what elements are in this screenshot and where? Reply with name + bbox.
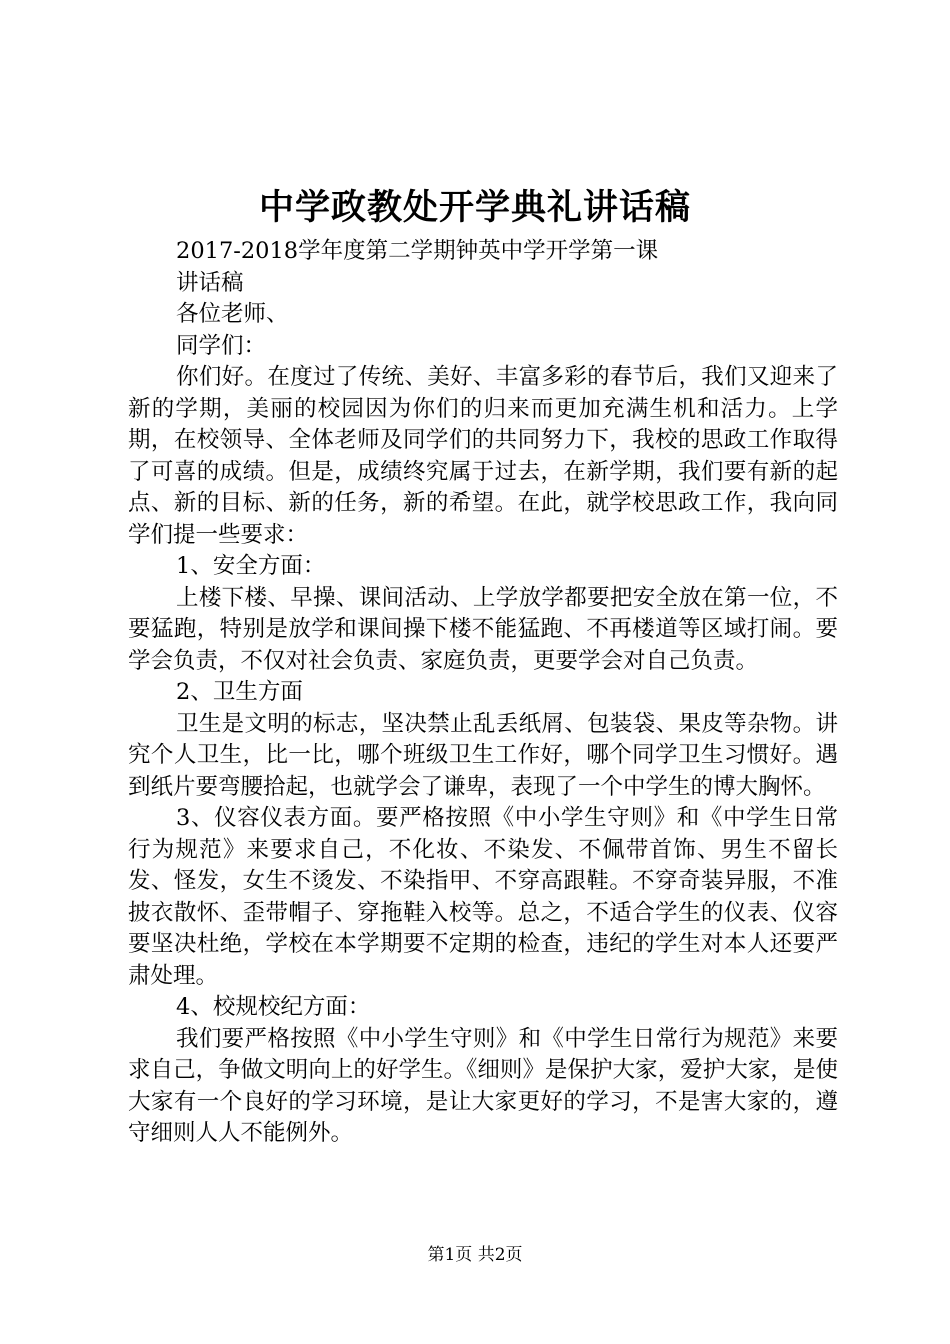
document-title: 中学政教处开学典礼讲话稿 — [258, 187, 691, 228]
page-footer: 第1页 共2页 — [427, 1245, 523, 1265]
subtitle-line: 讲话稿 — [176, 269, 244, 296]
section-heading: 1、安全方面： — [176, 553, 326, 579]
salutation-line: 同学们： — [176, 332, 267, 359]
salutation-line: 各位老师、 — [176, 301, 289, 327]
document-body — [128, 236, 838, 1150]
body-paragraph: 3、仪容仪表方面。要严格按照《中小学生守则》和《中学生日常行为规范》来要求自己，不化妆、不染发、不佩带首饰、男生不留长发、怪发，女生不烫发、不染指甲、不穿高跟鞋。不穿奇装异服，不准披衣散怀、歪带帽子、穿拖鞋入校等。总之，不适合学生的仪表、仪容要坚决杜绝，学校在本学期要不定期的检查，违纪的学生对本人还要严肃处理。 — [128, 805, 838, 989]
body-paragraph: 卫生是文明的标志，坚决禁止乱丢纸屑、包装袋、果皮等杂物。讲究个人卫生，比一比，哪个班级卫生工作好，哪个同学卫生习惯好。遇到纸片要弯腰拾起，也就学会了谦卑，表现了一个中学生的博大胸怀。 — [128, 710, 838, 800]
section-heading: 4、校规校纪方面： — [176, 994, 371, 1020]
body-paragraph: 你们好。在度过了传统、美好、丰富多彩的春节后，我们又迎来了新的学期，美丽的校园因为你们的归来而更加充满生机和活力。上学期，在校领导、全体老师及同学们的共同努力下，我校的思政工作取得了可喜的成绩。但是，成绩终究属于过去，在新学期，我们要有新的起点、新的目标、新的任务，新的希望。在此，就学校思政工作，我向同学们提一些要求： — [128, 364, 838, 548]
section-heading: 2、卫生方面 — [176, 679, 303, 705]
body-paragraph: 我们要严格按照《中小学生守则》和《中学生日常行为规范》来要求自己，争做文明向上的好学生。《细则》是保护大家，爱护大家，是使大家有一个良好的学习环境，是让大家更好的学习，不是害大家的，遵守细则人人不能例外。 — [128, 1025, 838, 1146]
subtitle-line: 2017-2018学年度第二学期钟英中学开学第一课 — [176, 238, 659, 264]
body-paragraph: 上楼下楼、早操、课间活动、上学放学都要把安全放在第一位，不要猛跑，特别是放学和课间操下楼不能猛跑、不再楼道等区域打闹。要学会负责，不仅对社会负责、家庭负责，更要学会对自己负责。 — [128, 584, 838, 674]
